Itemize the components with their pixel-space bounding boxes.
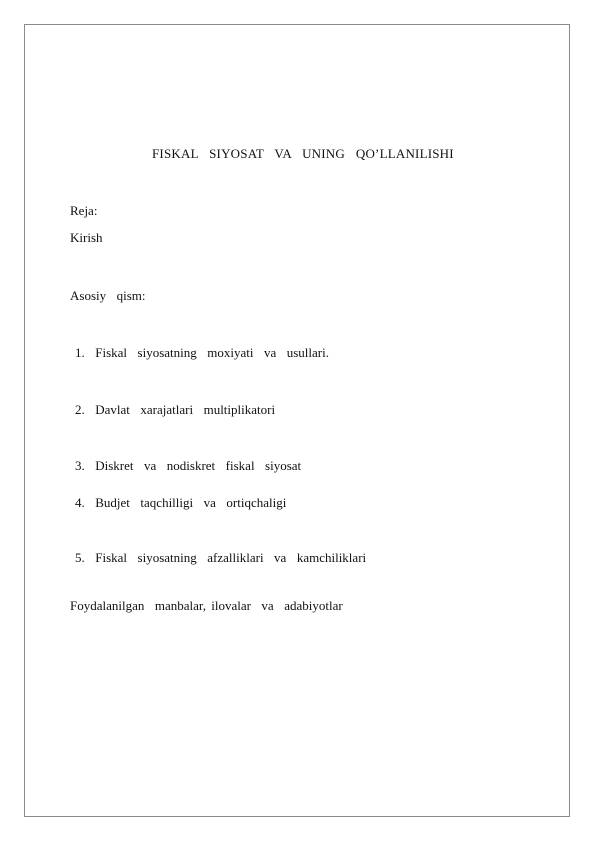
plan-item-1: 1. Fiskal siyosatning moxiyati va usullari. [75, 345, 329, 360]
plan-item-4: 4. Budjet taqchilligi va ortiqchaligi [75, 495, 287, 510]
main-part-label: Asosiy qism: [70, 288, 146, 303]
references-label: Foydalanilgan manbalar, ilovalar va adabiyotlar [70, 598, 343, 613]
plan-item-2: 2. Davlat xarajatlari multiplikatori [75, 402, 276, 417]
document-title: FISKAL SIYOSAT VA UNING QO’LLANILISHI [152, 146, 454, 161]
intro-label: Kirish [70, 230, 103, 245]
page-border [24, 24, 570, 817]
plan-item-3: 3. Diskret va nodiskret fiskal siyosat [75, 458, 302, 473]
plan-item-5: 5. Fiskal siyosatning afzalliklari va kamchiliklari [75, 550, 367, 565]
plan-label: Reja: [70, 203, 98, 218]
